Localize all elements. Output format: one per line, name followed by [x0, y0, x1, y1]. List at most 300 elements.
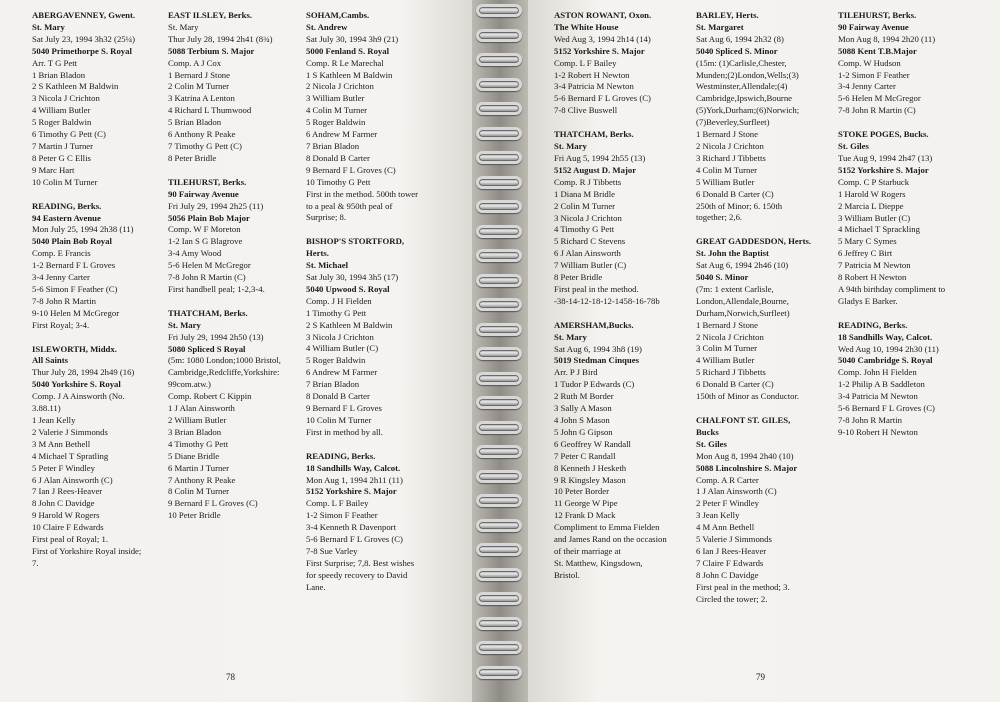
record-heading: AMERSHAM,Bucks.	[554, 319, 634, 330]
record-line: 1-2 Bernard F L Groves	[32, 260, 116, 271]
record-heading: READING, Berks.	[32, 200, 102, 211]
record-line: (5)York,Durham;(6)Norwich;	[696, 105, 800, 116]
record-line: 6 Jeffrey C Birt	[838, 248, 893, 259]
record-heading: READING, Berks.	[838, 319, 908, 330]
binding-ring	[476, 323, 522, 336]
record-line: 5 Roger Baldwin	[306, 355, 366, 366]
record-line: 4 Timothy G Pett	[554, 224, 615, 235]
record-line: Herts.	[306, 248, 329, 259]
record-line: for speedy recovery to David	[306, 569, 408, 580]
record-line: Comp. C P Starbuck	[838, 176, 910, 187]
peal-record	[554, 320, 667, 582]
record-line: 3.88.11)	[32, 403, 61, 414]
record-line: 7-8 John R Martin (C)	[838, 105, 916, 116]
peal-record	[838, 129, 945, 308]
peal-record	[32, 10, 141, 189]
record-line: Durham,Norwich,Surfleet)	[696, 307, 790, 318]
peal-record	[168, 308, 281, 522]
record-line: 1 J Alan Ainsworth (C)	[696, 486, 777, 497]
record-line: Cambridge,Redcliffe,Yorkshire:	[168, 367, 280, 378]
record-line: 5152 Yorkshire S. Major	[554, 45, 645, 56]
record-line: First peal of Royal; 1.	[32, 534, 109, 545]
record-line: Comp. Robert C Kippin	[168, 391, 252, 402]
record-line: Wed Aug 10, 1994 2h30 (11)	[838, 343, 939, 354]
record-line: First in method by all.	[306, 426, 383, 437]
record-line: 7 Anthony R Peake	[168, 474, 236, 485]
record-line: of their marriage at	[554, 545, 621, 556]
record-line: 5 Roger Baldwin	[32, 117, 92, 128]
record-line: Mon July 25, 1994 2h38 (11)	[32, 224, 134, 235]
record-line: Sat Aug 6, 1994 2h32 (8)	[696, 33, 784, 44]
record-line: 8 Robert H Newton	[838, 272, 907, 283]
record-line: 2 Nicola J Crichton	[696, 140, 764, 151]
record-line: 6 Andrew M Farmer	[306, 129, 378, 140]
record-line: 6 Martin J Turner	[168, 462, 230, 473]
record-line: Surprise; 8.	[306, 212, 347, 223]
record-line: 4 William Butler	[32, 105, 91, 116]
record-line: Comp. W Hudson	[838, 57, 901, 68]
record-line: First Royal; 3-4.	[32, 319, 90, 330]
record-line: St. Andrew	[306, 21, 348, 32]
record-line: 5 Diane Bridle	[168, 450, 220, 461]
record-line: 1 Bernard J Stone	[168, 69, 231, 80]
record-line: 1 Diana M Bridle	[554, 188, 616, 199]
record-line: 5 Peter F Windley	[32, 462, 95, 473]
record-line: 150th of Minor as Conductor.	[696, 391, 800, 402]
binding-ring	[476, 127, 522, 140]
record-line: 3 Richard J Tibbetts	[696, 152, 766, 163]
record-line: Compliment to Emma Fielden	[554, 522, 660, 533]
record-line: St. Mary	[168, 21, 199, 32]
record-line: 9-10 Helen M McGregor	[32, 307, 120, 318]
record-line: 4 M Ann Bethell	[696, 522, 755, 533]
record-line: 8 John C Davidge	[32, 498, 95, 509]
record-line: 9 Bernard F L Groves	[306, 403, 382, 413]
record-line: 4 Michael T Spratling	[32, 450, 109, 461]
record-line: 5040 Cambridge S. Royal	[838, 355, 933, 366]
peal-record	[696, 415, 811, 606]
record-line: St. Mary	[32, 21, 65, 32]
record-line: 3 Brian Bladon	[168, 426, 222, 437]
binding-ring	[476, 347, 522, 360]
record-line: 3 Katrina A Lenton	[168, 93, 235, 104]
binding-ring	[476, 421, 522, 434]
binding-ring	[476, 225, 522, 238]
record-line: Comp. R J Tibbetts	[554, 176, 622, 187]
record-line: Munden;(2)London,Wells;(3)	[696, 69, 799, 80]
record-line: 6 Timothy G Pett (C)	[32, 129, 106, 140]
record-line: 1 Bernard J Stone	[696, 129, 759, 140]
record-line: 8 Donald B Carter	[306, 152, 370, 163]
record-line: 94 Eastern Avenue	[32, 212, 101, 223]
record-line: Bucks	[696, 426, 719, 437]
record-line: Comp. John H Fielden	[838, 367, 917, 378]
record-heading: TILEHURST, Berks.	[168, 176, 247, 187]
record-heading: READING, Berks.	[306, 450, 376, 461]
record-line: First Surprise; 7,8. Best wishes	[306, 557, 415, 568]
record-line: Comp. L F Bailey	[306, 498, 369, 509]
record-line: 3 M Ann Bethell	[32, 438, 91, 449]
binding-ring	[476, 151, 522, 164]
record-line: Sat July 30, 1994 3h9 (21)	[306, 33, 399, 44]
record-line: 8 John C Davidge	[696, 569, 759, 580]
record-line: Mon Aug 1, 1994 2h11 (11)	[306, 474, 403, 485]
record-line: 5040 Plain Bob Royal	[32, 236, 112, 247]
record-line: Thur July 28, 1994 2h41 (8¾)	[168, 33, 273, 44]
record-line: St. Mary	[168, 319, 201, 330]
record-line: 2 S Kathleen M Baldwin	[306, 319, 393, 330]
record-line: 9-10 Robert H Newton	[838, 426, 918, 437]
record-line: 1-2 Philip A B Saddleton	[838, 379, 925, 390]
record-line: 2 S Kathleen M Baldwin	[32, 81, 119, 92]
record-line: 5 Brian Bladon	[168, 117, 222, 128]
record-line: Fri July 29, 1994 2h50 (13)	[168, 331, 264, 342]
record-line: 2 Peter F Windley	[696, 498, 759, 509]
record-line: 4 William Butler	[696, 355, 755, 366]
record-line: Comp. J H Fielden	[306, 295, 372, 306]
record-line: 2 William Butler	[168, 415, 227, 425]
record-line: 18 Sandhills Way, Calcot.	[838, 331, 933, 342]
column-3	[306, 10, 418, 606]
record-line: 2 Valerie J Simmonds	[32, 426, 108, 437]
peal-record	[838, 10, 945, 117]
record-line: 7.	[32, 557, 39, 568]
peal-record	[554, 129, 667, 308]
record-line: 2 Colin M Turner	[168, 81, 230, 92]
record-line: Arr. T G Pett	[32, 57, 78, 68]
record-line: Circled the tower; 2.	[696, 593, 768, 604]
record-line: 12 Frank D Mack	[554, 510, 616, 521]
record-line: 6 Geoffrey W Randall	[554, 438, 631, 449]
binding-ring	[476, 176, 522, 189]
record-heading: THATCHAM, Berks.	[168, 307, 248, 318]
record-line: 3-4 Amy Wood	[168, 248, 222, 259]
record-line: Comp. A J Cox	[168, 57, 222, 68]
record-line: Sat July 30, 1994 3h5 (17)	[306, 272, 399, 283]
record-line: 2 Nicola J Crichton	[306, 81, 374, 92]
record-line: 7 Claire F Edwards	[696, 557, 764, 568]
record-line: Lane.	[306, 581, 326, 592]
record-line: 7 Patricia M Newton	[838, 260, 911, 271]
record-line: 5088 Terbium S. Major	[168, 45, 255, 56]
record-line: Tue Aug 9, 1994 2h47 (13)	[838, 152, 933, 163]
record-line: 8 Kenneth J Hesketh	[554, 462, 627, 473]
record-heading: ASTON ROWANT, Oxon.	[554, 10, 652, 20]
record-heading: SOHAM,Cambs.	[306, 10, 370, 20]
record-line: 8 Colin M Turner	[168, 486, 230, 497]
record-line: 5-6 Helen M McGregor	[838, 93, 921, 104]
record-line: 3-4 Patricia M Newton	[554, 81, 634, 92]
record-line: 7-8 John R Martin	[838, 415, 902, 425]
record-line: (15m: (1)Carlisle,Chester,	[696, 57, 787, 68]
record-line: 2 Colin M Turner	[554, 200, 616, 211]
record-line: All Saints	[32, 355, 68, 366]
record-line: Bristol.	[554, 569, 580, 580]
record-line: 2 Marcia L Dieppe	[838, 200, 904, 211]
record-line: Mon Aug 8, 1994 2h20 (11)	[838, 33, 936, 44]
record-heading: ISLEWORTH, Middx.	[32, 343, 117, 354]
record-line: 5-6 Simon F Feather (C)	[32, 283, 118, 294]
record-line: 4 William Butler (C)	[306, 343, 379, 354]
record-line: 6 Donald B Carter (C)	[696, 379, 774, 390]
record-line: 99com.atw.)	[168, 379, 211, 390]
record-line: 5019 Stedman Cinques	[554, 355, 639, 366]
binding-ring	[476, 53, 522, 66]
record-line: 3 Nicola J Crichton	[554, 212, 622, 223]
peal-record	[838, 320, 945, 439]
peal-record	[554, 10, 667, 117]
record-line: A 94th birthday compliment to	[838, 283, 946, 294]
record-line: 5-6 Helen M McGregor	[168, 260, 251, 271]
record-line: 1 Timothy G Pett	[306, 307, 367, 318]
record-line: 5-6 Bernard F L Groves (C)	[306, 534, 403, 545]
binding-ring	[476, 29, 522, 42]
record-line: 3 William Butler	[306, 93, 365, 104]
record-line: St. Matthew, Kingsdown,	[554, 557, 643, 568]
binding-ring	[476, 543, 522, 556]
record-line: 1 S Kathleen M Baldwin	[306, 69, 393, 80]
record-line: -38-14-12-18-12-1458-16-78b	[554, 295, 660, 306]
record-line: 7-8 Clive Buswell	[554, 105, 618, 116]
record-line: 8 Peter Bridle	[554, 272, 603, 283]
record-line: 5152 August D. Major	[554, 164, 637, 175]
record-heading: CHALFONT ST. GILES,	[696, 415, 791, 425]
record-heading: STOKE POGES, Bucks.	[838, 129, 929, 140]
peal-record	[306, 10, 418, 224]
binding-ring	[476, 666, 522, 679]
record-line: (7m: 1 extent Carlisle,	[696, 283, 774, 294]
record-line: 5 Valerie J Simmonds	[696, 534, 772, 545]
record-line: First in the method. 500th tower	[306, 188, 418, 199]
record-line: 9 R Kingsley Mason	[554, 474, 626, 485]
record-heading: TILEHURST, Berks.	[838, 10, 917, 20]
record-line: St. Giles	[696, 438, 727, 449]
binding-ring	[476, 102, 522, 115]
record-heading: BISHOP'S STORTFORD,	[306, 236, 405, 247]
page-number-left: 78	[226, 672, 235, 682]
record-line: 10 Claire F Edwards	[32, 522, 104, 533]
record-line: 9 Marc Hart	[32, 164, 75, 175]
record-line: 1 Brian Bladon	[32, 69, 86, 80]
column-6	[838, 10, 945, 451]
record-line: Thur July 28, 1994 2h49 (16)	[32, 367, 135, 378]
record-line: 5040 Spliced S. Minor	[696, 45, 778, 56]
record-line: 1-2 Robert H Newton	[554, 69, 630, 80]
peal-record	[306, 451, 418, 594]
record-line: 7 Ian J Rees-Heaver	[32, 486, 103, 497]
record-line: 7 William Butler (C)	[554, 260, 627, 271]
record-line: 5 Richard C Stevens	[554, 236, 626, 247]
record-line: 5152 Yorkshire S. Major	[306, 486, 397, 497]
record-line: together; 2,6.	[696, 212, 743, 223]
column-2	[168, 10, 281, 534]
record-line: 7-8 John R Martin (C)	[168, 272, 246, 283]
record-line: Comp. E Francis	[32, 248, 91, 259]
record-line: 10 Colin M Turner	[32, 176, 98, 187]
record-line: First peal in the method; 3.	[696, 581, 790, 592]
record-line: 4 Michael T Sprackling	[838, 224, 920, 235]
record-line: 1 J Alan Ainsworth	[168, 403, 235, 414]
record-line: 2 Nicola J Crichton	[696, 331, 764, 342]
record-line: 3 Sally A Mason	[554, 403, 612, 414]
record-line: 5-6 Bernard F L Groves (C)	[554, 93, 651, 104]
record-line: First of Yorkshire Royal inside;	[32, 545, 142, 556]
peal-record	[306, 236, 418, 438]
record-line: 3 Jean Kelly	[696, 510, 740, 521]
record-line: 5040 Upwood S. Royal	[306, 283, 390, 294]
record-line: 5 Mary C Symes	[838, 236, 897, 247]
record-heading: BARLEY, Herts.	[696, 10, 759, 20]
record-line: Cambridge,Ipswich,Bourne	[696, 93, 793, 104]
binding-ring	[476, 274, 522, 287]
record-line: 5 John G Gipson	[554, 426, 613, 437]
binding-ring	[476, 372, 522, 385]
record-line: 7 Martin J Turner	[32, 140, 94, 151]
record-line: 7 Brian Bladon	[306, 140, 360, 151]
record-line: 7-8 John R Martin	[32, 295, 96, 306]
record-line: First peal in the method.	[554, 283, 639, 294]
record-line: 3 Nicola J Crichton	[306, 331, 374, 342]
record-line: 3-4 Jenny Carter	[32, 272, 90, 283]
record-line: 6 J Alan Ainsworth	[554, 248, 621, 259]
record-line: 4 Colin M Turner	[696, 164, 758, 175]
record-line: Sat Aug 6, 1994 2h46 (10)	[696, 260, 789, 271]
binding-ring	[476, 396, 522, 409]
record-line: 1 Tudor P Edwards (C)	[554, 379, 635, 390]
record-line: 5040 Primethorpe S. Royal	[32, 45, 132, 56]
record-line: Comp. L F Bailey	[554, 57, 617, 68]
record-line: 5 William Butler	[696, 176, 755, 187]
record-line: 2 Ruth M Border	[554, 391, 614, 402]
record-line: Comp. W F Moreton	[168, 224, 241, 235]
record-line: and James Rand on the occasion	[554, 534, 667, 545]
record-line: 6 J Alan Ainsworth (C)	[32, 474, 113, 485]
record-line: 1-2 Simon F Feather	[838, 69, 910, 80]
record-line: Sat Aug 6, 1994 3h8 (19)	[554, 343, 642, 354]
binding-ring	[476, 519, 522, 532]
record-line: 6 Andrew M Farmer	[306, 367, 378, 378]
record-line: Fri Aug 5, 1994 2h55 (13)	[554, 152, 646, 163]
record-line: 9 Bernard F L Groves (C)	[168, 498, 258, 509]
record-line: 5152 Yorkshire S. Major	[838, 164, 929, 175]
record-line: 7 Timothy G Pett (C)	[168, 140, 242, 151]
record-line: 8 Donald B Carter	[306, 391, 370, 402]
record-line: Westminster,Allendale;(4)	[696, 81, 788, 92]
peal-record	[32, 344, 141, 570]
record-line: 5 Roger Baldwin	[306, 117, 366, 128]
record-line: St. John the Baptist	[696, 248, 769, 259]
record-line: (5m: 1080 London;1000 Bristol,	[168, 355, 281, 366]
record-line: London,Allendale,Bourne,	[696, 295, 789, 306]
record-line: 10 Colin M Turner	[306, 414, 372, 425]
record-line: 10 Peter Bridle	[168, 510, 221, 521]
record-heading: GREAT GADDESDON, Herts.	[696, 236, 812, 247]
record-line: The White House	[554, 21, 619, 32]
peal-record	[168, 177, 281, 296]
peal-record	[696, 236, 811, 403]
record-line: Comp. J A Ainsworth (No.	[32, 391, 125, 402]
record-line: St. Margaret	[696, 21, 744, 32]
page-number-right: 79	[756, 672, 765, 682]
record-line: 250th of Minor; 6. 150th	[696, 200, 783, 211]
record-line: 5056 Plain Bob Major	[168, 212, 250, 223]
record-line: 3 Nicola J Crichton	[32, 93, 100, 104]
record-line: 4 Richard L Thumwood	[168, 105, 252, 116]
record-line: St. Michael	[306, 260, 348, 271]
binding-ring	[476, 78, 522, 91]
record-line: 10 Timothy G Pett	[306, 176, 371, 187]
binding-ring	[476, 568, 522, 581]
record-line: Gladys E Barker.	[838, 295, 898, 306]
record-line: to a peal & 950th peal of	[306, 200, 393, 211]
record-line: 18 Sandhills Way, Calcot.	[306, 462, 401, 473]
record-line: First handbell peal; 1-2,3-4.	[168, 283, 265, 294]
record-line: 4 John S Mason	[554, 415, 610, 425]
binding-ring	[476, 592, 522, 605]
record-line: Wed Aug 3, 1994 2h14 (14)	[554, 33, 651, 44]
record-heading: THATCHAM, Berks.	[554, 129, 634, 140]
record-line: 5-6 Bernard F L Groves (C)	[838, 403, 935, 414]
record-line: 5088 Kent T.B.Major	[838, 45, 917, 56]
binding-ring	[476, 4, 522, 17]
binding-ring	[476, 445, 522, 458]
record-line: St. Mary	[554, 141, 587, 152]
record-line: 5080 Spliced S Royal	[168, 343, 246, 354]
record-line: 8 Peter Bridle	[168, 152, 217, 163]
record-line: 1-2 Ian S G Blagrove	[168, 236, 243, 247]
record-line: 7 Peter C Randall	[554, 450, 616, 461]
record-line: 90 Fairway Avenue	[838, 21, 909, 32]
record-line: 3 Colin M Turner	[696, 343, 758, 354]
binding-ring	[476, 617, 522, 630]
record-line: 1 Jean Kelly	[32, 415, 76, 425]
record-line: 5040 S. Minor	[696, 272, 749, 283]
record-line: 5 Richard J Tibbetts	[696, 367, 766, 378]
peal-record	[168, 10, 281, 165]
record-line: 3-4 Jenny Carter	[838, 81, 896, 92]
peal-record	[32, 201, 141, 332]
peal-record	[696, 10, 811, 224]
record-line: Mon Aug 8, 1994 2h40 (10)	[696, 450, 794, 461]
column-1	[32, 10, 141, 582]
record-line: Sat July 23, 1994 3h32 (25¼)	[32, 33, 136, 44]
record-line: 4 Timothy G Pett	[168, 438, 229, 449]
record-line: 8 Peter G C Ellis	[32, 152, 91, 163]
record-line: 3 William Butler (C)	[838, 212, 911, 223]
record-line: 5040 Yorkshire S. Royal	[32, 379, 121, 390]
binding-ring	[476, 641, 522, 654]
record-line: 4 Colin M Turner	[306, 105, 368, 116]
record-line: St. Giles	[838, 141, 869, 152]
record-line: 90 Fairway Avenue	[168, 188, 239, 199]
record-line: 7 Brian Bladon	[306, 379, 360, 390]
record-line: 6 Ian J Rees-Heaver	[696, 545, 767, 556]
record-line: 1 Harold W Rogers	[838, 188, 906, 199]
record-line: 7-8 Sue Varley	[306, 545, 358, 556]
column-5	[696, 10, 811, 618]
record-line: 10 Peter Border	[554, 486, 610, 497]
record-line: 5088 Lincolnshire S. Major	[696, 462, 798, 473]
binding-ring	[476, 249, 522, 262]
record-line: 9 Bernard F L Groves (C)	[306, 164, 396, 175]
record-line: Fri July 29, 1994 2h25 (11)	[168, 200, 264, 211]
record-line: 3-4 Patricia M Newton	[838, 391, 918, 402]
record-line: St. Mary	[554, 331, 587, 342]
record-line: 3-4 Kenneth R Davenport	[306, 522, 396, 533]
record-line: 1-2 Simon F Feather	[306, 510, 378, 521]
record-line: 11 George W Pipe	[554, 498, 618, 509]
record-line: 1 Bernard J Stone	[696, 319, 759, 330]
